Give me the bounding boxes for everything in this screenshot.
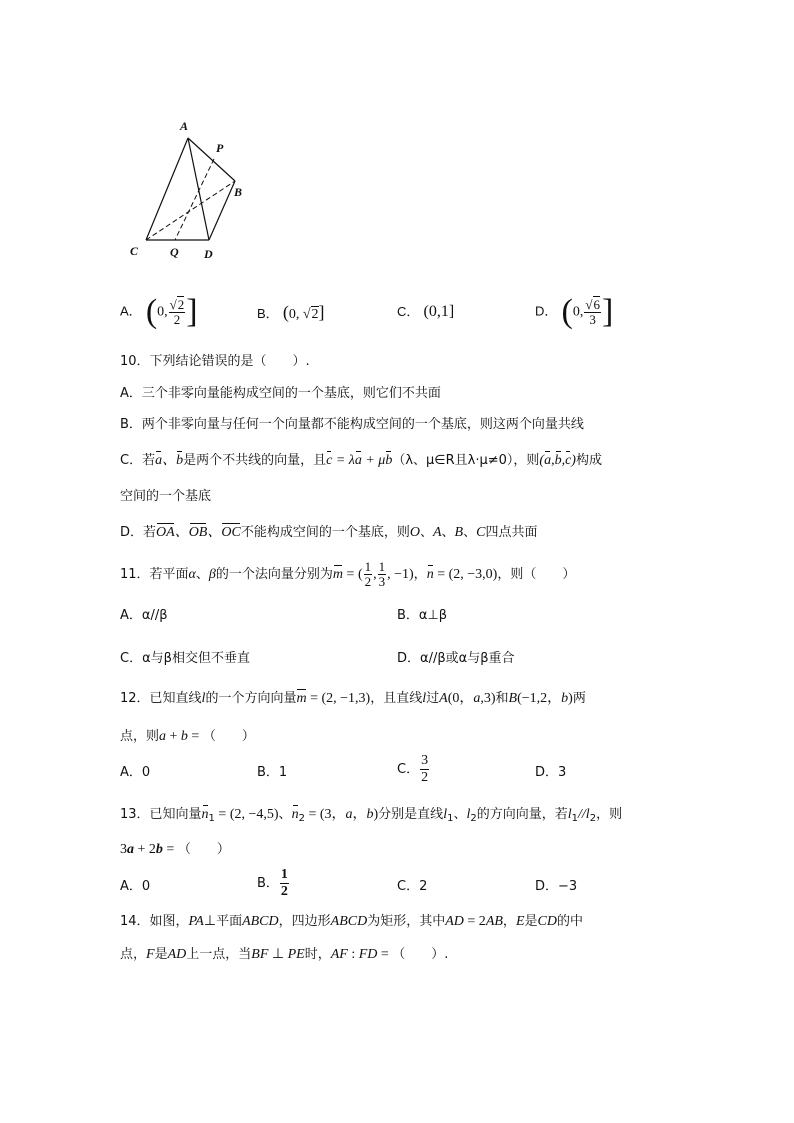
q14-stem-line2: 点，F是AD上一点，当BF ⊥ PE时，AF : FD = （ ）. <box>120 947 449 962</box>
label-B: B <box>234 185 243 199</box>
q13-option-d[interactable]: D．−3 <box>535 879 578 894</box>
q11-option-c[interactable]: C．α与β相交但不垂直 <box>120 651 250 666</box>
q13-option-c[interactable]: C．2 <box>397 879 428 894</box>
q10-option-c[interactable]: C．若a、b是两个不共线的向量，且c = λa + μb（λ、μ∈R且λ·μ≠0），则(a,b,c)构成 <box>120 451 602 471</box>
q10-option-a[interactable]: A．三个非零向量能构成空间的一个基底，则它们不共面 <box>120 386 441 401</box>
tetrahedron-figure <box>120 112 260 262</box>
q11-option-a[interactable]: A．α//β <box>120 608 168 623</box>
edge-AD <box>188 138 209 240</box>
q10-option-c-continued: 空间的一个基底 <box>120 489 212 504</box>
label-D: D <box>204 247 213 261</box>
q13-option-b[interactable]: B． $\frac{1}{2}$ <box>257 867 288 899</box>
q13-option-a[interactable]: A．0 <box>120 879 151 894</box>
q11-option-d[interactable]: D．α//β或α与β重合 <box>397 651 515 666</box>
q12-option-d[interactable]: D．3 <box>535 765 567 780</box>
q14-stem-line1: 14．如图，PA⊥平面ABCD，四边形ABCD为矩形，其中AD = 2AB，E是CD的中 <box>120 914 583 929</box>
q10-option-b[interactable]: B．两个非零向量与任何一个向量都不能构成空间的一个基底，则这两个向量共线 <box>120 417 584 432</box>
edge-AC <box>146 138 188 240</box>
label-Q: Q <box>170 245 179 259</box>
q12-option-c[interactable]: C． $\frac{3}{2}$ <box>397 753 429 785</box>
q11-stem: 11．若平面α、β的一个法向量分别为m = ( $\frac{1}{2}$ , $\frac{1}{3}$ , −1)，n = (2, −3,0)，则（ ） <box>120 559 576 589</box>
q9-option-d[interactable]: D． (0, $\frac{√6}{3}$ ] <box>535 293 614 330</box>
label-A: A <box>180 119 189 133</box>
q11-option-b[interactable]: B．α⊥β <box>397 608 448 623</box>
q9-option-c[interactable]: C． (0,1] <box>397 303 455 320</box>
q9-option-b[interactable]: B． (0, √2] <box>257 302 325 322</box>
label-P: P <box>216 141 224 155</box>
q13-stem: 13．已知向量$n_1 = (2$, −4,5)、$n_2 = (3$，a，b)分别是直线$l_1$、$l_2$的方向向量，若$l_1//l_2$，则 <box>120 807 623 824</box>
q12-option-a[interactable]: A．0 <box>120 765 151 780</box>
q10-option-d[interactable]: D．若OA、OB、OC不能构成空间的一个基底，则O、A、B、C四点共面 <box>120 523 537 543</box>
q12-option-b[interactable]: B．1 <box>257 765 288 780</box>
q12-stem: 12．已知直线l的一个方向向量m = (2, −1,3)，且直线l过A(0，a,3)和B(−1,2，b)两 <box>120 689 586 709</box>
q9-option-a[interactable]: A． (0, $\frac{√2}{2}$ ] <box>120 293 198 330</box>
q13-stem-continued: 3a + 2b = （ ） <box>120 842 230 857</box>
q10-stem: 10．下列结论错误的是（ ）. <box>120 354 310 369</box>
q12-stem-continued: 点，则a + b = （ ） <box>120 729 255 744</box>
label-C: C <box>130 244 139 258</box>
